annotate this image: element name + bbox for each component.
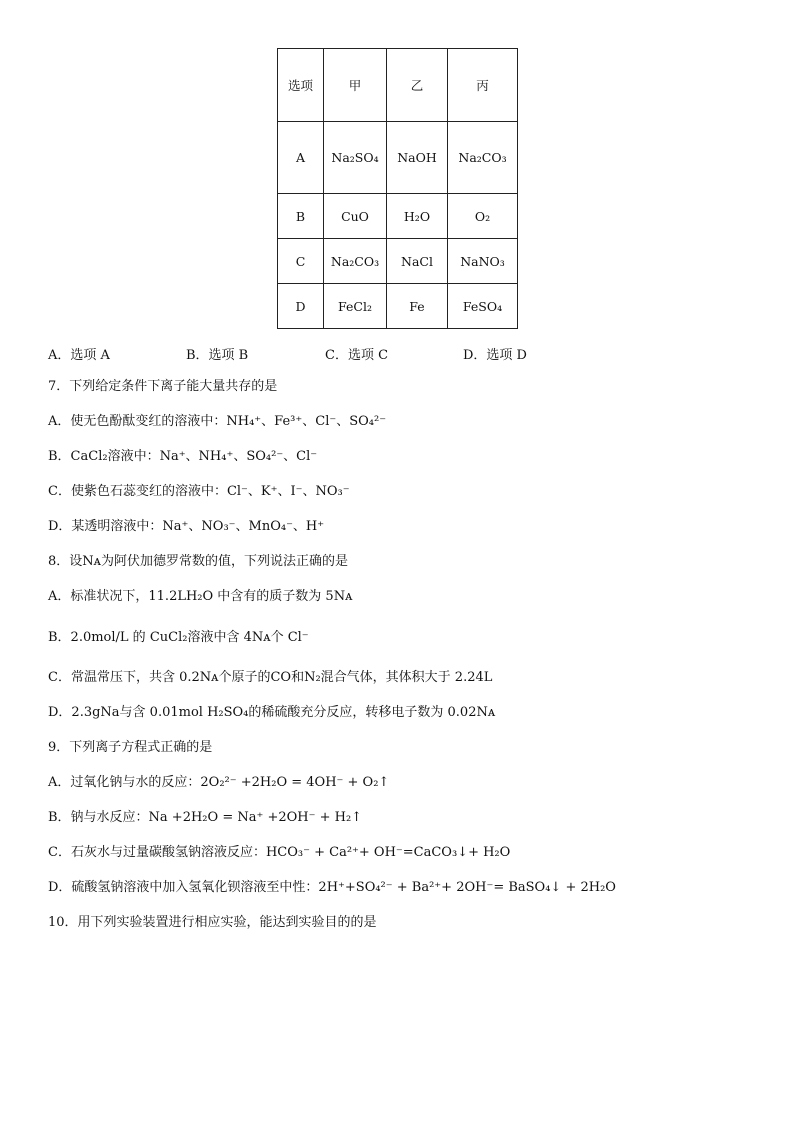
table-cell: O₂ [448, 194, 518, 239]
q6-choice-b: B．选项 B [186, 348, 249, 363]
table-cell: Na₂CO₃ [324, 239, 387, 284]
table-cell: Fe [387, 284, 448, 329]
table-cell: Na₂CO₃ [448, 122, 518, 194]
options-table [277, 48, 518, 329]
table-cell: H₂O [387, 194, 448, 239]
table-row [278, 122, 518, 194]
table-cell: FeCl₂ [324, 284, 387, 329]
table-cell: NaCl [387, 239, 448, 284]
q9-stem: 9．下列离子方程式正确的是 [48, 740, 213, 755]
q7-option-a: A．使无色酚酞变红的溶液中：NH₄⁺、Fe³⁺、Cl⁻、SO₄²⁻ [48, 414, 387, 429]
table-header-cell: 选项 [278, 49, 324, 122]
q9-option-a: A．过氧化钠与水的反应：2O₂²⁻ +2H₂O = 4OH⁻ + O₂↑ [48, 775, 390, 790]
q6-choice-d: D．选项 D [463, 348, 527, 363]
table-cell-option: B [278, 194, 324, 239]
table-cell: NaNO₃ [448, 239, 518, 284]
q6-choice-a: A．选项 A [48, 348, 110, 363]
table-cell: Na₂SO₄ [324, 122, 387, 194]
table-cell: CuO [324, 194, 387, 239]
q7-option-b: B．CaCl₂溶液中：Na⁺、NH₄⁺、SO₄²⁻、Cl⁻ [48, 449, 318, 464]
table-header-cell: 乙 [387, 49, 448, 122]
table-row [278, 284, 518, 329]
q9-option-c: C．石灰水与过量碳酸氢钠溶液反应：HCO₃⁻ + Ca²⁺+ OH⁻=CaCO₃↓+ H₂O [48, 845, 511, 860]
q7-option-c: C．使紫色石蕊变红的溶液中：Cl⁻、K⁺、I⁻、NO₃⁻ [48, 484, 350, 499]
table-row [278, 239, 518, 284]
table-row [278, 194, 518, 239]
q8-option-a: A．标准状况下，11.2LH₂O 中含有的质子数为 5Nᴀ [48, 589, 353, 604]
q8-stem: 8．设Nᴀ为阿伏加德罗常数的值，下列说法正确的是 [48, 554, 348, 569]
table-header-cell: 甲 [324, 49, 387, 122]
table-cell: FeSO₄ [448, 284, 518, 329]
q9-option-b: B．钠与水反应：Na +2H₂O = Na⁺ +2OH⁻ + H₂↑ [48, 810, 363, 825]
q6-choice-c: C．选项 C [325, 348, 389, 363]
table-cell: NaOH [387, 122, 448, 194]
q10-stem: 10．用下列实验装置进行相应实验，能达到实验目的的是 [48, 915, 377, 930]
q8-option-d: D．2.3gNa与含 0.01mol H₂SO₄的稀硫酸充分反应，转移电子数为 0.02Nᴀ [48, 705, 496, 720]
q6-choices [0, 344, 794, 363]
q9-option-d: D．硫酸氢钠溶液中加入氢氧化钡溶液至中性：2H⁺+SO₄²⁻ + Ba²⁺+ 2OH⁻= BaSO₄↓ + 2H₂O [48, 880, 616, 895]
q7-stem: 7．下列给定条件下离子能大量共存的是 [48, 379, 278, 394]
table-cell-option: A [278, 122, 324, 194]
q8-option-b: B．2.0mol/L 的 CuCl₂溶液中含 4Nᴀ个 Cl⁻ [48, 630, 309, 645]
table-header-row [278, 49, 518, 122]
q8-option-c: C．常温常压下，共含 0.2Nᴀ个原子的CO和N₂混合气体，其体积大于 2.24L [48, 670, 493, 685]
q7-option-d: D．某透明溶液中：Na⁺、NO₃⁻、MnO₄⁻、H⁺ [48, 519, 325, 534]
table-cell-option: D [278, 284, 324, 329]
table-header-cell: 丙 [448, 49, 518, 122]
table-cell-option: C [278, 239, 324, 284]
